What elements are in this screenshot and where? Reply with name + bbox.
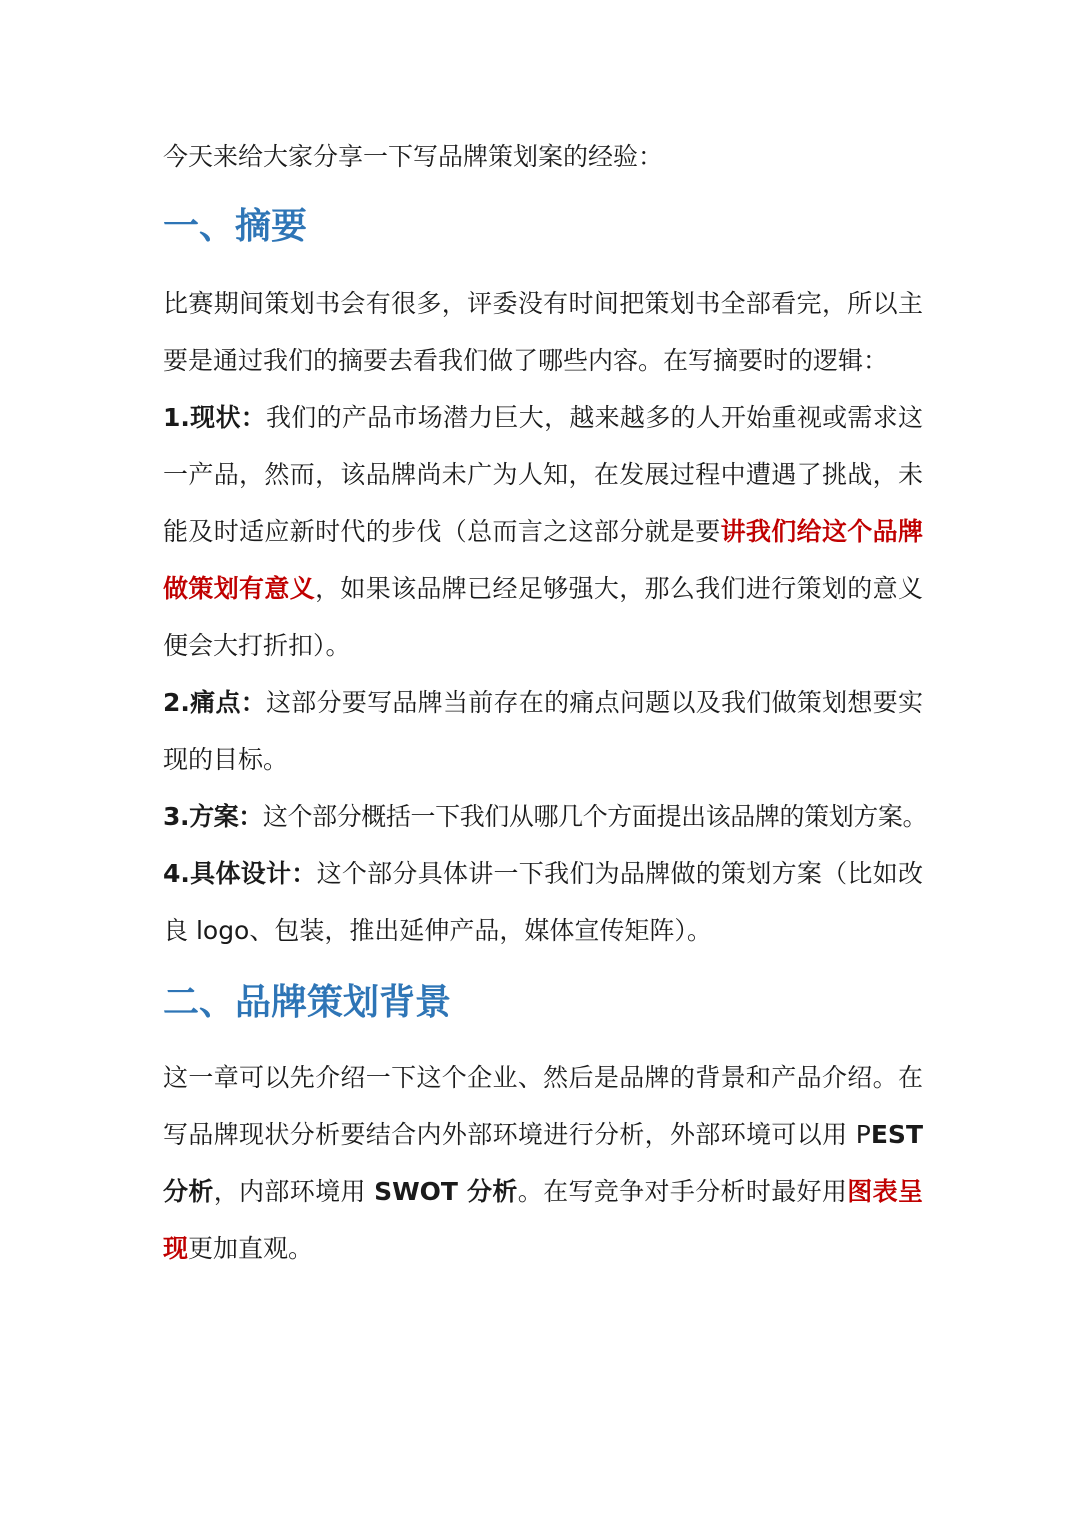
list-item-pain-points	[163, 674, 923, 788]
list-item-plan	[163, 788, 928, 845]
section-2-heading: 二、品牌策划背景	[163, 982, 452, 1023]
list-item-status	[163, 389, 923, 674]
background-paragraph	[163, 1049, 923, 1277]
item-label: 3.方案：	[163, 802, 263, 831]
item-text: 这个部分概括一下我们从哪几个方面提出该品牌的策划方案。	[262, 802, 928, 831]
item-text: ，如果该品牌已经足够强大，那么我们进行策划的意义便会大打折扣）。	[163, 574, 923, 660]
list-item-design	[163, 845, 923, 959]
document-page	[163, 128, 928, 1277]
body-text: 这一章可以先介绍一下这个企业、然后是品牌的背景和产品介绍。在写品牌现状分析要结合内外部环境进行分析，外部环境可以用 P	[163, 1063, 923, 1149]
highlight-text: 讲我们给这个品牌做策划有意义	[163, 517, 923, 603]
item-text: 这个部分具体讲一下我们为品牌做的策划方案（比如改良 logo、包装，推出延伸产品，媒体宣传矩阵）。	[163, 859, 923, 945]
item-label: 1.现状：	[163, 403, 267, 432]
item-label: 4.具体设计：	[163, 859, 317, 888]
body-text: 更加直观。	[188, 1234, 314, 1263]
summary-paragraph: 比赛期间策划书会有很多，评委没有时间把策划书全部看完，所以主要是通过我们的摘要去看我们做了哪些内容。在写摘要时的逻辑：	[163, 289, 923, 375]
highlight-text: 图表呈现	[163, 1177, 923, 1263]
bold-text-swot: SWOT 分析	[374, 1177, 518, 1206]
body-text: 。在写竞争对手分析时最好用	[517, 1177, 848, 1206]
body-text: ，内部环境用	[213, 1177, 375, 1206]
intro-paragraph: 今天来给大家分享一下写品牌策划案的经验：	[163, 142, 664, 171]
item-label: 2.痛点：	[163, 688, 267, 717]
item-text: 我们的产品市场潜力巨大，越来越多的人开始重视或需求这一产品，然而，该品牌尚未广为人知，在发展过程中遭遇了挑战，未能及时适应新时代的步伐（总而言之这部分就是要	[163, 403, 923, 546]
bold-text-pest: EST 分析	[163, 1120, 923, 1206]
section-1-heading: 一、摘要	[163, 206, 308, 247]
item-text: 这部分要写品牌当前存在的痛点问题以及我们做策划想要实现的目标。	[163, 688, 923, 774]
